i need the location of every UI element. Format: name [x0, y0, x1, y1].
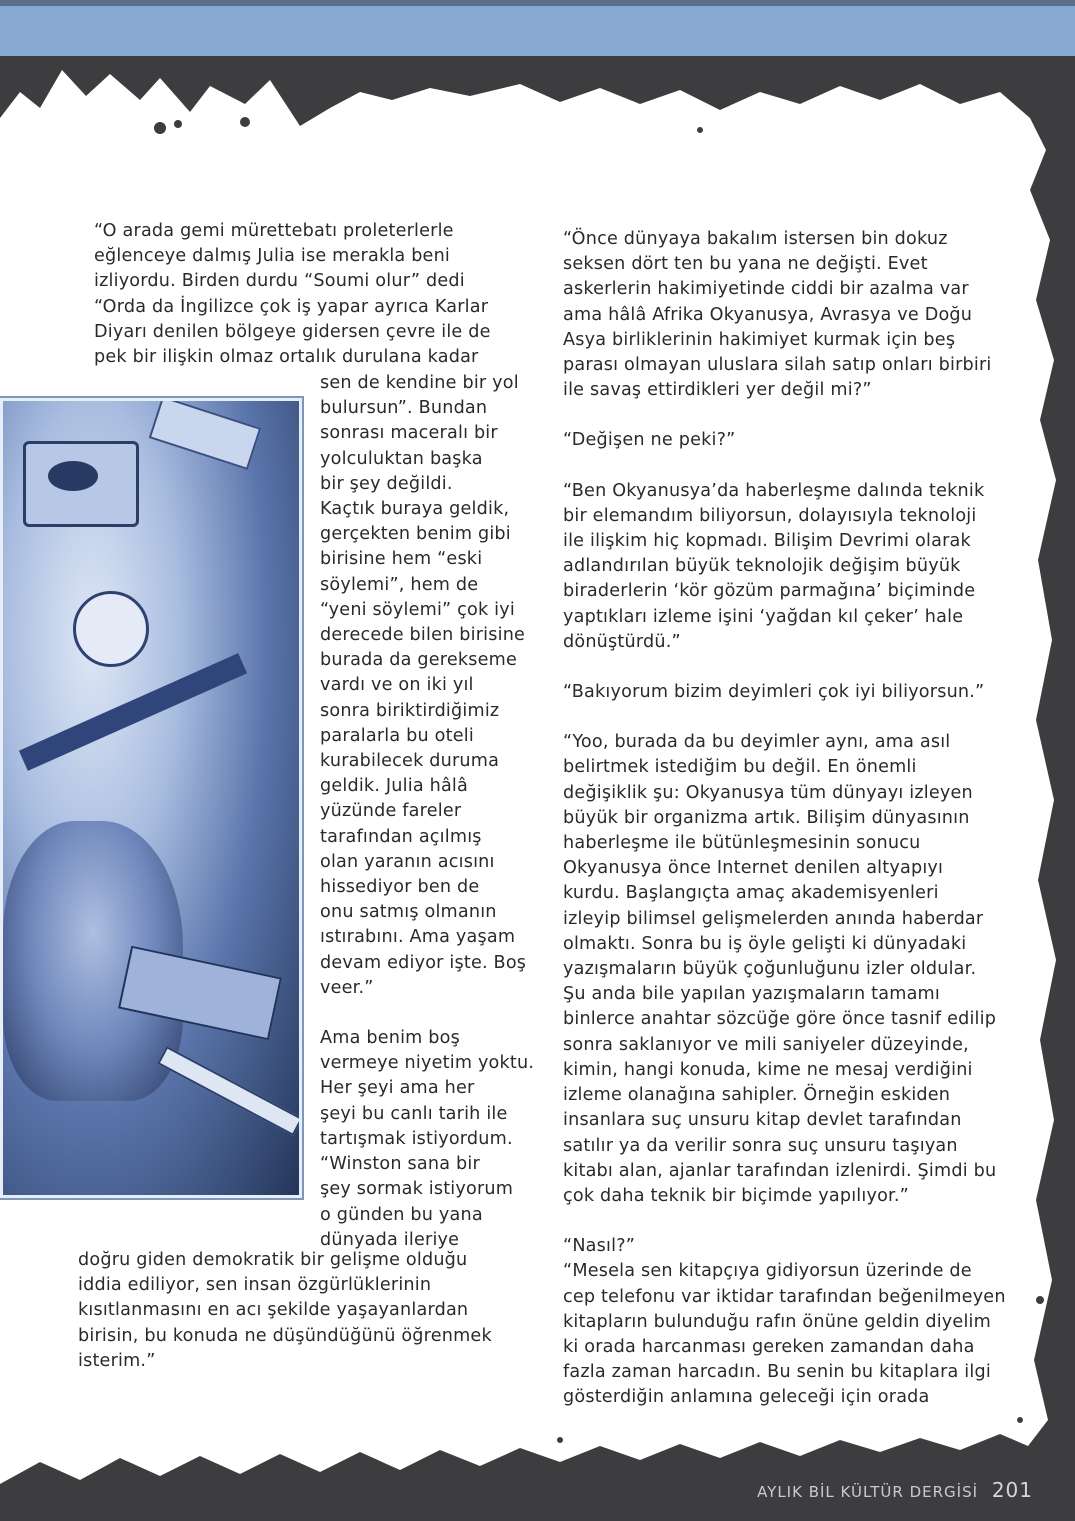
paragraph-line: “Bakıyorum bizim deyimleri çok iyi biliyorsun.” [563, 682, 985, 703]
paragraph-gap [563, 1209, 1018, 1234]
paragraph-line: kimin, hangi konuda, kime ne mesaj verdiğini [563, 1059, 973, 1080]
paragraph-line: seksen dört ten bu yana ne değişti. Evet [563, 254, 928, 275]
paragraph-line: “O arada gemi mürettebatı proleterlerle [94, 221, 454, 241]
paragraph-line: fazla zaman harcadın. Bu senin bu kitaplara ilgi [563, 1362, 991, 1383]
surveillance-collage-illustration [0, 398, 302, 1198]
paragraph-line: belirtmek istediğim bu değil. En önemli [563, 757, 917, 778]
paragraph-line: olan yaranın acısını [320, 851, 495, 872]
page-footer [757, 1478, 1033, 1502]
paragraph-line: cep telefonu var iktidar tarafından beğenilmeyen [563, 1286, 1006, 1307]
paragraph-line: isterim.” [78, 1350, 156, 1371]
paragraph-line: veer.” [320, 977, 374, 998]
paragraph-line: bulursun”. Bundan [320, 398, 488, 419]
paragraph-line: Ama benim boş [320, 1028, 461, 1049]
paragraph-line: birisine hem “eski [320, 549, 483, 570]
paragraph-line: bir şey değildi. [320, 473, 453, 494]
paragraph-line: devam ediyor işte. Boş [320, 952, 527, 973]
paragraph-line: “Nasıl?” [563, 1236, 636, 1257]
paragraph-gap [320, 1001, 545, 1026]
eye-shape [48, 461, 98, 491]
paragraph-line: vardı ve on iki yıl [320, 675, 474, 696]
left-column-bottom-text [78, 1248, 548, 1374]
paragraph-line: ki orada harcanması gereken zamandan daha [563, 1336, 975, 1357]
paragraph-line: “Orda da İngilizce çok iş yapar ayrıca Karlar [94, 296, 489, 317]
paragraph-line: gerçekten benim gibi [320, 524, 511, 545]
paragraph-line: vermeye niyetim yoktu. [320, 1053, 535, 1074]
speaker-shape [73, 591, 149, 667]
paragraph-line: burada da gerekseme [320, 650, 518, 671]
paragraph-line: paralarla bu oteli [320, 725, 474, 746]
paragraph-line: kitapların bulunduğu rafın önüne geldin diyelim [563, 1311, 991, 1332]
paragraph-line: gösterdiğin anlamına geleceği için orada [563, 1387, 930, 1408]
paragraph-line: büyük bir organizma artık. Bilişim dünyasının [563, 807, 970, 828]
paragraph-line: parası olmayan uluslara silah satıp onları birbiri [563, 355, 992, 376]
right-column-text [563, 227, 1018, 1411]
paragraph-gap [563, 454, 1018, 479]
weapon-shape [19, 653, 247, 771]
paragraph-line: yazışmaların büyük çoğunluğunu izler oldular. [563, 959, 977, 980]
left-column-wrap-text [320, 371, 545, 1253]
paragraph-line: Diyarı denilen bölgeye gidersen çevre ile de [94, 321, 491, 342]
paragraph-line: ama hâlâ Afrika Okyanusya, Avrasya ve Doğu [563, 304, 973, 325]
paragraph-line: sonra saklanıyor ve mili saniyeler düzeyinde, [563, 1034, 969, 1055]
paragraph-line: söylemi”, hem de [320, 574, 479, 595]
paragraph-line: eğlenceye dalmış Julia ise merakla beni [94, 246, 451, 267]
paragraph-line: izleyip bilimsel gelişmelerden anında haberdar [563, 908, 984, 929]
paragraph-line: “Önce dünyaya bakalım istersen bin dokuz [563, 229, 948, 249]
paragraph-line: şeyi bu canlı tarih ile [320, 1103, 508, 1124]
paragraph-line: yüzünde fareler [320, 801, 462, 822]
paragraph-line: binlerce anahtar sözcüğe göre önce tasnif edilip [563, 1009, 997, 1030]
paragraph-line: kitabı alan, ajanlar tarafından izlenirdi. Şimdi bu [563, 1160, 997, 1181]
paragraph-line: dünyada ileriye [320, 1229, 460, 1250]
paragraph-line: ile savaş ettirdikleri yer değil mi?” [563, 380, 872, 401]
pipe-shape [157, 1046, 302, 1136]
paragraph-line: “Winston sana bir [320, 1154, 480, 1175]
paragraph-line: Her şeyi ama her [320, 1078, 475, 1099]
paragraph-line: dönüştürdü.” [563, 631, 681, 652]
left-column-top-text [94, 219, 539, 370]
paragraph-line: geldik. Julia hâlâ [320, 776, 469, 797]
paragraph-line: satılır ya da verilir sonra suç unsuru taşıyan [563, 1135, 958, 1156]
paragraph-line: Okyanusya önce Internet denilen altyapıyı [563, 858, 944, 879]
paragraph-line: “Yoo, burada da bu deyimler aynı, ama asıl [563, 732, 951, 753]
paragraph-line: yolculuktan başka [320, 448, 483, 469]
paragraph-line: kurabilecek duruma [320, 751, 500, 772]
paragraph-line: sonrası maceralı bir [320, 423, 498, 444]
paragraph-line: Asya birliklerinin hakimiyet kurmak için beş [563, 329, 956, 350]
paragraph-gap [563, 403, 1018, 428]
paragraph-gap [563, 705, 1018, 730]
paragraph-line: sonra biriktirdiğimiz [320, 700, 500, 721]
paragraph-line: sen de kendine bir yol [320, 373, 519, 393]
paragraph-line: yaptıkları izleme işini ‘yağdan kıl çeker’ hale [563, 606, 964, 627]
paragraph-line: Kaçtık buraya geldik, [320, 499, 510, 520]
paragraph-line: tarafından açılmış [320, 826, 482, 847]
paragraph-line: “Mesela sen kitapçıya gidiyorsun üzerinde de [563, 1261, 972, 1282]
paragraph-line: hissediyor ben de [320, 877, 480, 898]
paragraph-line: biraderlerin ‘kör gözüm parmağına’ biçiminde [563, 581, 976, 602]
paragraph-line: derecede bilen birisine [320, 625, 526, 646]
paragraph-line: birisin, bu konuda ne düşündüğünü öğrenmek [78, 1325, 492, 1346]
page-number: 201 [991, 1478, 1033, 1502]
paragraph-line: şey sormak istiyorum [320, 1179, 514, 1200]
paragraph-line: kurdu. Başlangıçta amaç akademisyenleri [563, 883, 939, 904]
paragraph-line: bir elemandım biliyorsun, dolayısıyla teknoloji [563, 505, 977, 526]
paragraph-line: ile ilişkim hiç kopmadı. Bilişim Devrimi olarak [563, 531, 971, 552]
paragraph-line: izliyordu. Birden durdu “Soumi olur” dedi [94, 271, 465, 292]
paragraph-gap [563, 655, 1018, 680]
paragraph-line: kısıtlanmasını en acı şekilde yaşayanlardan [78, 1300, 469, 1321]
paragraph-line: onu satmış olmanın [320, 902, 497, 923]
paragraph-line: doğru giden demokratik bir gelişme olduğu [78, 1250, 468, 1270]
paragraph-line: adlandırılan büyük teknolojik değişim büyük [563, 556, 961, 577]
paragraph-line: “Ben Okyanusya’da haberleşme dalında teknik [563, 480, 985, 501]
paragraph-line: “yeni söylemi” çok iyi [320, 599, 515, 620]
magazine-name: AYLIK BİL KÜLTÜR DERGİSİ [757, 1483, 979, 1501]
paragraph-line: çok daha teknik bir biçimde yapılıyor.” [563, 1185, 909, 1206]
paragraph-line: pek bir ilişkin olmaz ortalık durulana kadar [94, 347, 479, 368]
paragraph-line: askerlerin hakimiyetinde ciddi bir azalma var [563, 279, 969, 300]
paragraph-line: Şu anda bile yapılan yazışmaların tamamı [563, 984, 940, 1005]
paragraph-line: iddia ediliyor, sen insan özgürlüklerinin [78, 1275, 432, 1296]
camera-shape [149, 398, 262, 470]
paragraph-line: değişiklik şu: Okyanusya tüm dünyayı izleyen [563, 782, 973, 803]
paragraph-line: o günden bu yana [320, 1204, 483, 1225]
paragraph-line: haberleşme ile bütünleşmesinin sonucu [563, 833, 921, 854]
paragraph-line: “Değişen ne peki?” [563, 430, 736, 451]
paragraph-line: izleme olanağına sahipler. Örneğin eskiden [563, 1085, 951, 1106]
paragraph-line: olmaktı. Sonra bu iş öyle gelişti ki dünyadaki [563, 933, 967, 954]
paragraph-line: insanlara suç unsuru kitap devlet tarafından [563, 1110, 962, 1131]
paragraph-line: ıstırabını. Ama yaşam [320, 927, 516, 948]
paragraph-line: tartışmak istiyordum. [320, 1128, 513, 1149]
